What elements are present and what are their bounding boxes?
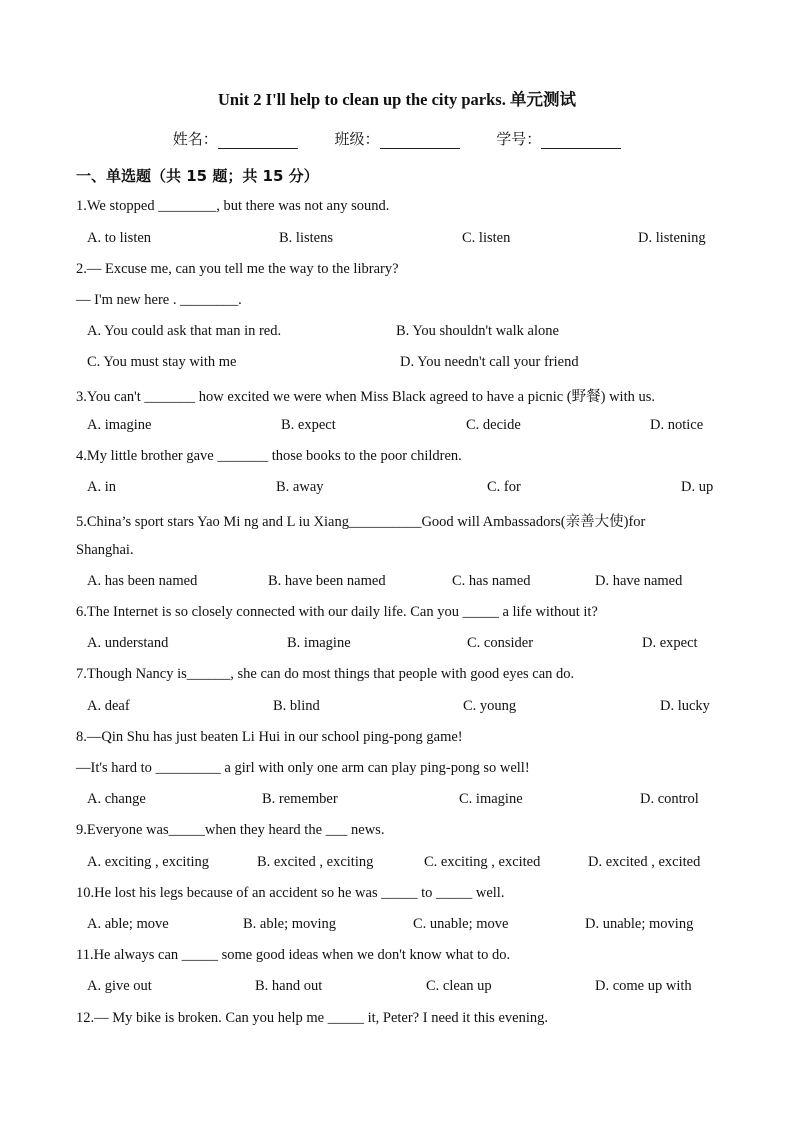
question-3-option-b: B. expect [281, 417, 336, 433]
question-1-option-a: A. to listen [87, 230, 152, 246]
name-blank[interactable] [218, 132, 298, 149]
question-7-stem: 7.Though Nancy is______, she can do most things that people with good eyes can do. [76, 666, 575, 682]
question-6-option-a: A. understand [87, 635, 169, 651]
question-2-option-d: D. You needn't call your friend [400, 354, 579, 370]
question-10-option-c: C. unable; move [413, 916, 509, 932]
question-5-option-c: C. has named [452, 573, 531, 589]
question-11-option-d: D. come up with [595, 978, 692, 994]
question-2-stem: 2.— Excuse me, can you tell me the way to the library? [76, 261, 399, 277]
question-11-option-b: B. hand out [255, 978, 323, 994]
question-3-option-d: D. notice [650, 417, 704, 433]
question-11-stem: 11.He always can _____ some good ideas when we don't know what to do. [76, 947, 511, 963]
question-10-stem: 10.He lost his legs because of an accident so he was _____ to _____ well. [76, 885, 505, 901]
question-12-stem: 12.— My bike is broken. Can you help me _____ it, Peter? I need it this evening. [76, 1010, 548, 1026]
number-label: 学号： [496, 130, 542, 148]
page-title: Unit 2 I'll help to clean up the city parks. 单元测试 [218, 90, 576, 109]
question-11-option-a: A. give out [87, 978, 152, 994]
question-8-stem: 8.—Qin Shu has just beaten Li Hui in our school ping-pong game! [76, 729, 463, 745]
number-field [496, 128, 621, 149]
question-10-option-a: A. able; move [87, 916, 169, 932]
question-7-option-a: A. deaf [87, 698, 130, 714]
class-label: 班级： [334, 130, 380, 148]
question-8-option-a: A. change [87, 791, 146, 807]
question-7-option-d: D. lucky [660, 698, 710, 714]
question-9-option-b: B. excited , exciting [257, 854, 374, 870]
question-6-stem: 6.The Internet is so closely connected with our daily life. Can you _____ a life without it? [76, 604, 598, 620]
question-4-option-c: C. for [487, 479, 521, 495]
question-7-option-c: C. young [463, 698, 517, 714]
question-2-option-b: B. You shouldn't walk alone [396, 323, 559, 339]
question-8-option-b: B. remember [262, 791, 338, 807]
question-5-stem: 5.China’s sport stars Yao Mi ng and L iu Xiang__________Good will Ambassadors(亲善大使)for [76, 514, 646, 530]
class-field [334, 128, 459, 149]
question-2-stem-line2: — I'm new here . ________. [76, 292, 242, 308]
question-9-option-c: C. exciting , excited [424, 854, 541, 870]
question-1-option-d: D. listening [638, 230, 706, 246]
question-1-option-c: C. listen [462, 230, 511, 246]
question-2-option-c: C. You must stay with me [87, 354, 237, 370]
question-2-option-a: A. You could ask that man in red. [87, 323, 282, 339]
question-4-option-d: D. up [681, 479, 714, 495]
question-5-option-b: B. have been named [268, 573, 386, 589]
name-field [173, 128, 298, 149]
question-4-stem: 4.My little brother gave _______ those books to the poor children. [76, 448, 462, 464]
question-8-option-c: C. imagine [459, 791, 523, 807]
question-6-option-b: B. imagine [287, 635, 351, 651]
number-blank[interactable] [541, 132, 621, 149]
question-6-option-c: C. consider [467, 635, 534, 651]
question-11-option-c: C. clean up [426, 978, 492, 994]
question-10-option-d: D. unable; moving [585, 916, 694, 932]
question-3-option-a: A. imagine [87, 417, 152, 433]
question-9-option-d: D. excited , excited [588, 854, 701, 870]
question-1-option-b: B. listens [279, 230, 333, 246]
question-6-option-d: D. expect [642, 635, 698, 651]
question-5-option-a: A. has been named [87, 573, 198, 589]
section-heading: 一、单选题（共 15 题；共 15 分） [76, 167, 319, 185]
question-3-option-c: C. decide [466, 417, 521, 433]
class-blank[interactable] [380, 132, 460, 149]
question-9-option-a: A. exciting , exciting [87, 854, 210, 870]
student-info-row [0, 128, 794, 149]
question-1-stem: 1.We stopped ________, but there was not any sound. [76, 198, 390, 214]
question-5-stem-line2: Shanghai. [76, 542, 134, 558]
question-4-option-b: B. away [276, 479, 324, 495]
question-4-option-a: A. in [87, 479, 116, 495]
question-10-option-b: B. able; moving [243, 916, 337, 932]
question-8-option-d: D. control [640, 791, 699, 807]
question-7-option-b: B. blind [273, 698, 320, 714]
question-5-option-d: D. have named [595, 573, 683, 589]
question-8-stem-line2: —It's hard to _________ a girl with only one arm can play ping-pong so well! [76, 760, 530, 776]
question-3-stem: 3.You can't _______ how excited we were when Miss Black agreed to have a picnic (野餐) with us. [76, 389, 655, 405]
question-9-stem: 9.Everyone was_____when they heard the ___ news. [76, 822, 385, 838]
name-label: 姓名： [172, 130, 218, 148]
